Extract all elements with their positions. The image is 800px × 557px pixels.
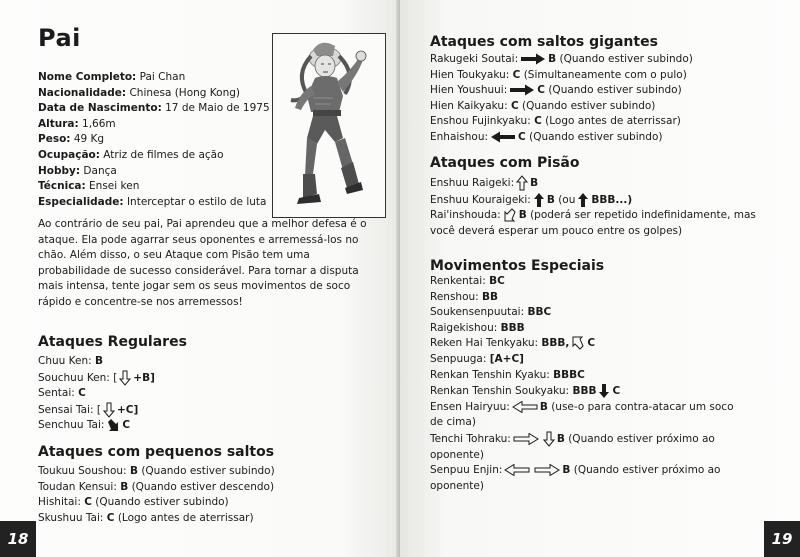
profile-label: Nacionalidade: <box>38 86 127 99</box>
regular-attacks-list <box>38 354 155 434</box>
move-command: BBC <box>527 306 552 319</box>
move-row <box>430 400 740 431</box>
move-row <box>430 114 693 130</box>
small-jump-attacks-heading: Ataques com pequenos saltos <box>38 444 275 460</box>
profile-row <box>38 70 270 86</box>
move-command: BBB...) <box>591 193 633 206</box>
special-moves-list <box>430 274 740 494</box>
move-name: Enshou Fujinkyaku: <box>430 115 531 128</box>
move-name: Rai'inshouda: <box>430 209 501 222</box>
page-number: 18 <box>0 521 36 557</box>
move-row <box>38 418 155 434</box>
move-note: (Quando estiver subindo) <box>559 53 693 65</box>
left-arrow-icon <box>490 131 516 143</box>
move-name: Raigekishou: <box>430 321 498 334</box>
move-row <box>38 495 275 511</box>
move-command: +B] <box>133 371 155 384</box>
move-command: B <box>562 464 571 477</box>
move-name: Reken Hai Tenkyaku: <box>430 337 539 350</box>
move-name: Souchuu Ken: <box>38 371 110 384</box>
move-command: B <box>95 355 104 367</box>
special-moves-heading: Movimentos Especiais <box>430 258 605 274</box>
move-note: (Quando estiver subindo) <box>95 496 229 509</box>
move-name: Enshuu Raigeki: <box>430 177 515 189</box>
giant-jump-attacks-list <box>430 52 693 146</box>
move-name: Skushuu Tai: <box>38 511 104 524</box>
move-command: BC <box>489 275 505 287</box>
character-description: Ao contrário de seu pai, Pai aprendeu que a melhor defesa é o ataque. Ela pode agarrar seus oponentes e arremessá-los no chão. Além disso, o seu Ataque com Pisão tem uma probabilidade de sucesso considerável. Para tornar a disputa mais intensa, tente jogar sem os seus movimentos de soco rápido e concentre-se nos arremessos! <box>38 218 367 308</box>
stomp-attacks-list <box>430 175 775 239</box>
move-name: Sensai Tai: <box>38 403 94 416</box>
move-note: (Simultaneamente com o pulo) <box>523 68 687 81</box>
move-command: BBB <box>572 385 597 398</box>
move-note: (Quando estiver subindo) <box>548 84 682 97</box>
move-command: C <box>537 84 545 97</box>
move-note: (Quando estiver subindo) <box>529 130 663 143</box>
move-command: C <box>587 337 596 350</box>
move-note: (Quando estiver descendo) <box>131 480 275 493</box>
right-arrow-icon <box>534 464 560 476</box>
move-command: C <box>122 419 131 432</box>
move-name: Chuu Ken: <box>38 355 92 367</box>
move-row <box>430 99 693 115</box>
move-name: Hishitai: <box>38 496 81 509</box>
move-note: (use-o para contra-atacar um soco de cima) <box>430 400 734 429</box>
move-row <box>430 83 693 99</box>
move-row <box>430 192 775 209</box>
profile-row <box>38 117 270 133</box>
profile-value: Ensei ken <box>89 180 140 193</box>
up-arrow-icon <box>516 175 528 191</box>
profile-label: Peso: <box>38 133 71 146</box>
profile-label: Altura: <box>38 117 79 130</box>
move-row <box>38 464 275 480</box>
profile-value: Atriz de filmes de ação <box>103 148 224 161</box>
move-command: B <box>539 400 548 413</box>
move-name: Hien Youshuui: <box>430 84 508 97</box>
profile-label: Data de Nascimento: <box>38 102 162 115</box>
move-command: B <box>129 465 138 477</box>
down-arrow-icon <box>119 370 131 386</box>
profile-info <box>38 70 270 210</box>
move-name: Soukensenpuutai: <box>430 306 525 319</box>
right-page <box>400 0 800 557</box>
profile-row <box>38 179 270 195</box>
profile-row <box>38 195 270 211</box>
left-arrow-icon <box>512 401 538 413</box>
move-name: Senchuu Tai: <box>38 419 105 432</box>
move-command: B <box>546 193 555 206</box>
move-name: Toudan Kensui: <box>38 480 117 493</box>
move-row <box>430 68 693 84</box>
page-title: Pai <box>38 24 81 52</box>
move-row <box>38 480 275 496</box>
move-command: C <box>534 115 542 128</box>
move-command: +C] <box>116 403 139 416</box>
move-note: (poderá ser repetido indefinidamente, mas você deverá esperar um pouco entre os golpes) <box>430 209 756 237</box>
move-row <box>430 290 740 306</box>
profile-row <box>38 164 270 180</box>
move-name: Senpuuga: <box>430 352 487 365</box>
move-command: C <box>78 387 86 400</box>
move-command: BBBC <box>553 368 585 381</box>
move-name: Renkan Tenshin Kyaku: <box>430 368 550 381</box>
right-arrow-icon <box>509 84 535 96</box>
profile-row <box>38 132 270 148</box>
up-arrow-icon <box>577 192 589 208</box>
move-row <box>430 208 775 239</box>
move-row <box>430 352 740 368</box>
move-name: Sentai: <box>38 387 75 400</box>
move-name: Renkentai: <box>430 275 486 287</box>
move-command: C <box>106 511 115 524</box>
move-name: Tenchi Tohraku: <box>430 432 511 445</box>
move-name: Ensen Hairyuu: <box>430 400 510 413</box>
move-row <box>430 336 740 352</box>
profile-label: Técnica: <box>38 180 86 193</box>
move-command: B <box>518 209 527 222</box>
move-row <box>430 383 740 400</box>
down-right-arrow-icon <box>106 418 120 432</box>
move-command: C <box>512 68 521 81</box>
profile-value: 49 Kg <box>73 133 105 146</box>
move-row <box>430 274 740 290</box>
move-name: Hien Kaikyaku: <box>430 99 508 112</box>
right-arrow-icon <box>520 53 546 65</box>
profile-value: Pai Chan <box>139 71 186 83</box>
move-name: Toukuu Soushou: <box>38 465 127 477</box>
stomp-attacks-heading: Ataques com Pisão <box>430 155 580 171</box>
move-command: [A+C] <box>489 352 524 365</box>
profile-value: Dança <box>83 164 117 177</box>
move-note: (Quando estiver subindo) <box>141 465 275 477</box>
profile-label: Hobby: <box>38 164 81 177</box>
move-row <box>430 130 693 146</box>
profile-row <box>38 148 270 164</box>
move-command: BBB, <box>541 337 570 350</box>
down-arrow-icon <box>543 431 555 447</box>
move-command: B <box>556 432 565 445</box>
bracket-open: [ <box>96 403 101 416</box>
regular-attacks-heading: Ataques Regulares <box>38 334 187 350</box>
giant-jump-attacks-heading: Ataques com saltos gigantes <box>430 34 658 50</box>
profile-row <box>38 101 270 117</box>
move-note: (ou <box>558 193 576 206</box>
move-row <box>38 370 155 387</box>
up-arrow-icon <box>533 192 545 208</box>
page-number: 19 <box>764 521 800 557</box>
profile-value: Chinesa (Hong Kong) <box>129 86 240 99</box>
move-command: C <box>612 385 621 398</box>
move-row <box>38 386 155 402</box>
move-row <box>430 431 740 463</box>
profile-value: 17 de Maio de 1975 <box>165 102 270 115</box>
down-arrow-icon <box>598 383 610 399</box>
move-row <box>430 463 740 494</box>
character-portrait-image <box>272 33 386 218</box>
profile-row <box>38 86 270 102</box>
move-name: Senpuu Enjin: <box>430 464 503 477</box>
move-command: BB <box>482 290 499 303</box>
move-row <box>430 321 740 337</box>
move-note: (Logo antes de aterrissar) <box>545 115 681 128</box>
move-command: C <box>84 496 92 509</box>
profile-value: 1,66m <box>82 117 116 130</box>
move-name: Hien Toukyaku: <box>430 68 510 81</box>
move-row <box>430 52 693 68</box>
move-note: (Quando estiver subindo) <box>522 99 656 112</box>
move-row <box>430 368 740 384</box>
move-row <box>38 511 275 527</box>
move-name: Rakugeki Soutai: <box>430 53 519 65</box>
move-command: C <box>518 130 526 143</box>
move-name: Enshuu Kouraigeki: <box>430 193 531 206</box>
move-row <box>430 305 740 321</box>
profile-label: Especialidade: <box>38 195 124 208</box>
move-note: (Quando estiver próximo ao oponente) <box>430 432 715 461</box>
down-arrow-icon <box>103 402 115 418</box>
move-note: (Logo antes de aterrissar) <box>117 511 254 524</box>
move-command: B <box>120 480 129 493</box>
profile-label: Ocupação: <box>38 148 100 161</box>
move-command: B <box>548 53 557 65</box>
move-command: C <box>510 99 519 112</box>
bracket-open: [ <box>113 371 118 384</box>
move-name: Renshou: <box>430 290 479 303</box>
move-name: Renkan Tenshin Soukyaku: <box>430 385 570 398</box>
move-command: B <box>530 177 539 189</box>
small-jump-attacks-list <box>38 464 275 526</box>
move-note: (Quando estiver próximo ao oponente) <box>430 464 721 492</box>
profile-label: Nome Completo: <box>38 71 137 83</box>
left-arrow-icon <box>504 464 530 476</box>
profile-value: Interceptar o estilo de luta <box>126 195 267 208</box>
right-arrow-icon <box>513 433 539 445</box>
move-command: BBB <box>500 321 525 334</box>
move-row <box>38 402 155 419</box>
down-left-arrow-icon <box>503 208 517 222</box>
move-row <box>38 354 155 370</box>
move-name: Enhaishou: <box>430 130 489 143</box>
up-left-arrow-icon <box>571 336 585 350</box>
move-row <box>430 175 775 192</box>
